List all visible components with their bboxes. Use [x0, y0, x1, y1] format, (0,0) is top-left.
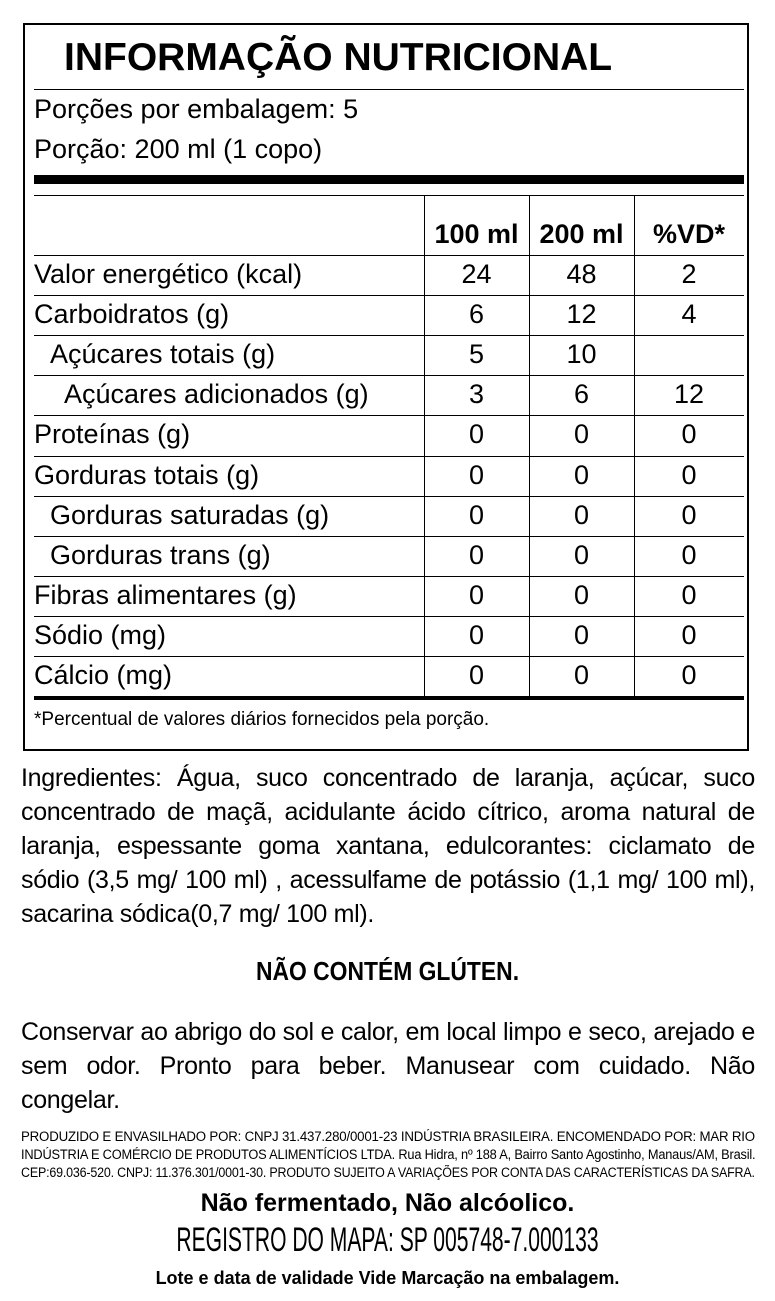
value-vd: 0	[681, 499, 697, 530]
value-100ml: 5	[468, 339, 485, 370]
value-vd: 0	[681, 579, 697, 610]
nutrient-name: Açúcares totais (g)	[50, 339, 276, 370]
header-top-rule	[34, 195, 744, 196]
value-200ml: 0	[573, 619, 590, 650]
registration-text: REGISTRO DO MAPA: SP 005748-7.000133	[176, 1221, 599, 1259]
value-100ml: 0	[468, 660, 485, 690]
nutrient-name: Valor energético (kcal)	[34, 259, 303, 289]
not-fermented-notice: Não fermentado, Não alcóolico.	[200, 1189, 575, 1217]
value-200ml: 6	[573, 379, 590, 410]
value-200ml: 0	[573, 459, 590, 490]
nutrient-name: Fibras alimentares (g)	[34, 579, 297, 610]
nutrient-name: Carboidratos (g)	[34, 299, 230, 330]
value-200ml: 0	[573, 419, 590, 450]
nutrient-name: Proteínas (g)	[34, 419, 191, 450]
registration-number	[0, 1221, 775, 1260]
value-100ml: 3	[468, 379, 485, 410]
nutrient-name: Gorduras totais (g)	[34, 459, 260, 490]
ingredients-text: Ingredientes: Água, suco concentrado de laranja, açúcar, suco concentrado de maçã, acidulante ácido cítrico, aroma natural de laranja, espessante goma xantana, edulcorantes: ciclamato de sódio (3,5 mg/ 100 ml) , acessulfame de potássio (1,1 mg/ 100 ml), sacarina sódica(0,7 mg/ 100 ml).	[21, 764, 755, 928]
value-vd	[634, 334, 744, 374]
value-200ml: 0	[573, 660, 590, 690]
value-100ml: 0	[468, 579, 485, 610]
value-vd: 0	[681, 539, 697, 570]
value-100ml: 0	[468, 539, 485, 570]
lot-notice: Lote e data de validade Vide Marcação na embalagem.	[155, 1268, 620, 1288]
gluten-warning: NÃO CONTÉM GLÚTEN.	[255, 956, 520, 986]
producer-line: PRODUZIDO E ENVASILHADO POR: CNPJ 31.437.280/0001-23 INDÚSTRIA BRASILEIRA. ENCOMENDADO POR: MAR RIO	[21, 1129, 755, 1144]
value-200ml: 48	[566, 259, 597, 289]
nutrient-name: Açúcares adicionados (g)	[64, 379, 369, 410]
value-100ml: 0	[468, 619, 485, 650]
value-vd: 0	[681, 619, 697, 650]
storage-instructions: Conservar ao abrigo do sol e calor, em local limpo e seco, arejado e sem odor. Pronto para beber. Manusear com cuidado. Não congelar.	[21, 1018, 755, 1114]
nutrient-name: Gorduras saturadas (g)	[50, 499, 330, 530]
value-vd: 0	[681, 419, 697, 450]
value-200ml: 0	[573, 539, 590, 570]
value-200ml: 10	[566, 339, 597, 370]
value-200ml: 0	[573, 579, 590, 610]
nutrient-name: Gorduras trans (g)	[50, 539, 271, 570]
title-rule	[34, 89, 744, 90]
value-vd: 2	[681, 259, 697, 289]
producer-line: INDÚSTRIA E COMÉRCIO DE PRODUTOS ALIMENTÍCIOS LTDA. Rua Hidra, nº 188 A, Bairro Santo Agostinho, Manaus/AM, Brasil.	[21, 1147, 756, 1162]
footnote: *Percentual de valores diários fornecidos pela porção.	[34, 709, 490, 730]
value-vd: 0	[681, 459, 697, 490]
value-vd: 12	[673, 379, 705, 410]
value-vd: 0	[681, 660, 697, 690]
value-100ml: 0	[468, 459, 485, 490]
value-100ml: 0	[468, 499, 485, 530]
value-200ml: 0	[573, 499, 590, 530]
value-vd: 4	[681, 299, 697, 330]
producer-line: CEP:69.036-520. CNPJ: 11.376.301/0001-30. PRODUTO SUJEITO A VARIAÇÕES POR CONTA DAS CARACTERÍSTICAS DA SAFRA.	[21, 1165, 755, 1180]
nutrition-title: INFORMAÇÃO NUTRICIONAL	[64, 36, 613, 79]
value-200ml: 12	[566, 299, 597, 330]
servings-per-package: Porções por embalagem: 5	[34, 94, 359, 124]
thick-rule	[34, 175, 744, 184]
column-header-200ml: 200 ml	[539, 219, 624, 249]
serving-size: Porção: 200 ml (1 copo)	[34, 134, 323, 164]
nutrient-name: Cálcio (mg)	[34, 660, 173, 690]
value-100ml: 6	[468, 299, 485, 330]
nutrient-name: Sódio (mg)	[34, 619, 167, 650]
bottom-rule	[34, 696, 744, 700]
column-header-100ml: 100 ml	[434, 219, 519, 249]
value-100ml: 0	[468, 419, 485, 450]
value-100ml: 24	[461, 259, 492, 289]
column-header-vd: %VD*	[652, 219, 726, 249]
producer-info	[21, 1128, 755, 1182]
